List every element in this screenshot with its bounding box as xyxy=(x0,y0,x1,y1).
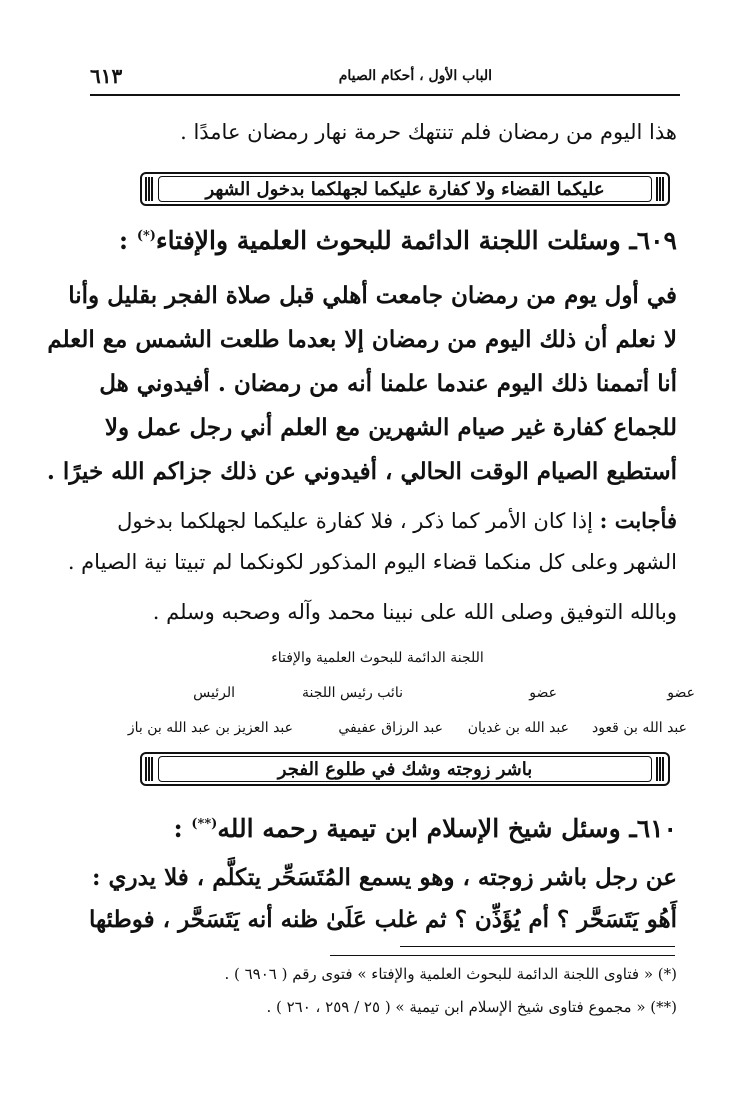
footnote: (**) « مجموع فتاوى شيخ الإسلام ابن تيمية » ( ٢٥ / ٢٥٩ ، ٢٦٠ ) . xyxy=(266,998,677,1016)
section-banner-1 xyxy=(140,172,670,206)
answer-closing: وبالله التوفيق وصلى الله على نبينا محمد وآله وصحبه وسلم . xyxy=(152,600,677,624)
section-banner-2 xyxy=(140,752,670,786)
question-610-line: أَهُو يَتَسَحَّر ؟ أم يُؤَذِّن ؟ ثم غلب عَلَىٰ ظنه أنه يَتَسَحَّر ، فوطئها xyxy=(88,906,677,933)
question-609-title: ٦٠٩ـ وسئلت اللجنة الدائمة للبحوث العلمية والإفتاء xyxy=(155,226,677,255)
answer-label: فأجابت : xyxy=(599,508,677,533)
question-610-heading xyxy=(173,814,677,843)
banner-1-text: عليكما القضاء ولا كفارة عليكما لجهلكما بدخول الشهر xyxy=(158,176,652,202)
ornament-icon xyxy=(145,757,154,781)
text-underline xyxy=(400,946,675,947)
heading-colon: : xyxy=(173,814,183,843)
header-rule xyxy=(90,94,680,96)
question-609-line: أنا أتممنا ذلك اليوم عندما علمنا أنه من رمضان . أفيدوني هل xyxy=(99,370,677,397)
committee-member: عبد الله بن غديان xyxy=(467,720,569,736)
footnote-marker: (**) xyxy=(191,816,218,832)
committee-role: عضو xyxy=(529,685,557,701)
question-609-heading xyxy=(119,226,677,255)
question-609-line: لا نعلم أن ذلك اليوم من رمضان إلا بعدما طلعت الشمس مع العلم xyxy=(47,326,677,353)
running-header xyxy=(90,62,680,96)
question-609-line: أستطيع الصيام الوقت الحالي ، أفيدوني عن ذلك جزاكم الله خيرًا . xyxy=(46,458,677,485)
committee-role: عضو xyxy=(667,685,695,701)
footnote: (*) « فتاوى اللجنة الدائمة للبحوث العلمية والإفتاء » فتوى رقم ( ٦٩٠٦ ) . xyxy=(224,965,677,983)
question-609-line: للجماع كفارة غير صيام الشهرين مع العلم أني رجل عمل ولا xyxy=(104,414,677,441)
ornament-icon xyxy=(656,757,665,781)
committee-role: الرئيس xyxy=(193,685,235,701)
page-number: ٦١٣ xyxy=(90,64,123,88)
committee-title: اللجنة الدائمة للبحوث العلمية والإفتاء xyxy=(271,650,484,666)
committee-member: عبد الله بن قعود xyxy=(591,720,687,736)
committee-member: عبد الرزاق عفيفي xyxy=(338,720,443,736)
committee-role: نائب رئيس اللجنة xyxy=(302,685,403,701)
banner-2-text: باشر زوجته وشك في طلوع الفجر xyxy=(158,756,652,782)
question-610-line: عن رجل باشر زوجته ، وهو يسمع المُتَسَحِّر يتكلَّم ، فلا يدري : xyxy=(91,864,677,891)
ornament-icon xyxy=(145,177,154,201)
ornament-icon xyxy=(656,177,665,201)
heading-colon: : xyxy=(118,226,129,255)
question-610-title: ٦١٠ـ وسئل شيخ الإسلام ابن تيمية رحمه الله xyxy=(217,814,677,843)
footnote-rule xyxy=(330,955,675,956)
question-609-line: في أول يوم من رمضان جامعت أهلي قبل صلاة الفجر بقليل وأنا xyxy=(68,282,677,309)
answer-line-2: الشهر وعلى كل منكما قضاء اليوم المذكور لكونكما لم تبيتا نية الصيام . xyxy=(67,550,677,574)
answer-text-1: إذا كان الأمر كما ذكر ، فلا كفارة عليكما لجهلكما بدخول xyxy=(117,509,593,533)
committee-member: عبد العزيز بن عبد الله بن باز xyxy=(127,720,293,736)
footnote-marker: (*) xyxy=(136,228,156,244)
top-line: هذا اليوم من رمضان فلم تنتهك حرمة نهار رمضان عامدًا . xyxy=(180,120,677,144)
answer-line-1 xyxy=(117,508,677,533)
chapter-title: الباب الأول ، أحكام الصيام xyxy=(338,68,492,84)
